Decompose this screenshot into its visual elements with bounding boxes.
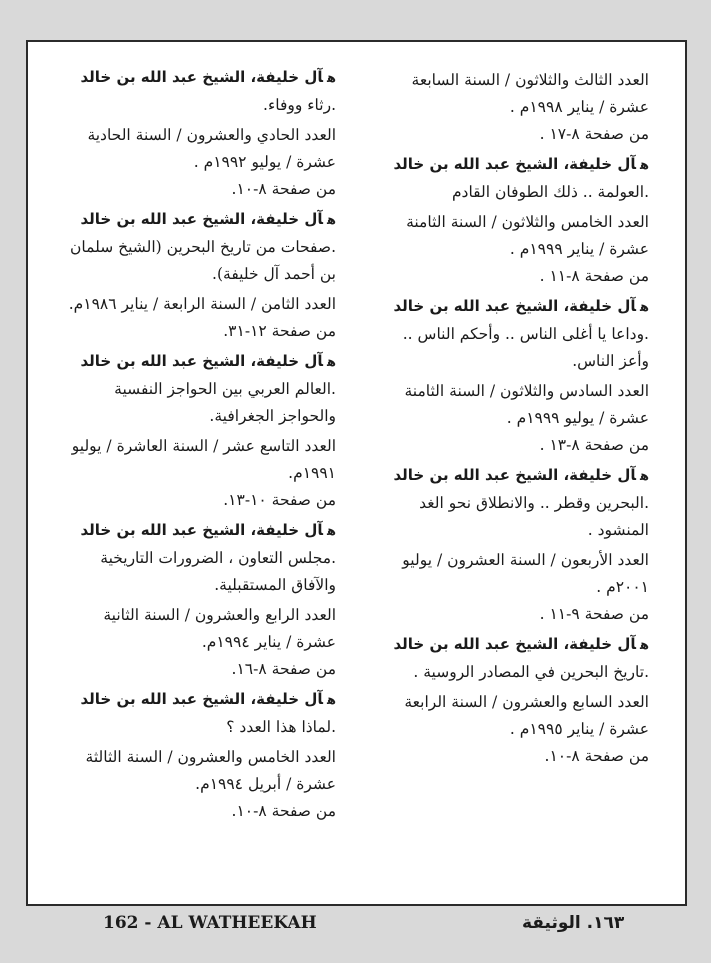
bullet-icon: ه [639,469,649,484]
page-range: من صفحة ١٠-١٣. [223,491,336,509]
list-item [385,631,649,770]
bullet-icon: ه [639,638,649,653]
issue-info: العدد الرابع والعشرون / السنة الثانية عشرة / يناير ١٩٩٤م. [103,606,336,651]
issue-info: العدد الخامس والثلاثون / السنة الثامنة عشرة / يناير ١٩٩٩م . [406,213,649,258]
article-title: .مجلس التعاون ، الضرورات التاريخية والآفاق المستقبلية. [100,549,336,594]
list-item [385,67,649,148]
left-column [62,64,336,828]
issue-info: العدد السادس والثلاثون / السنة الثامنة عشرة / يوليو ١٩٩٩م . [404,382,649,427]
author-name [62,206,336,234]
footer-page-number-left: 162 - AL WATHEEKAH [103,913,317,933]
author-label: آل خليفة، الشيخ عبد الله بن خالد [80,690,323,708]
issue-info: العدد الثامن / السنة الرابعة / يناير ١٩٨٦م. [68,295,336,313]
bullet-icon: ه [639,158,649,173]
bullet-icon: ه [639,300,649,315]
article-title: .صفحات من تاريخ البحرين (الشيخ سلمان بن أحمد آل خليفة). [70,238,336,283]
page-range: من صفحة ٨-١١ . [539,267,649,285]
author-label: آل خليفة، الشيخ عبد الله بن خالد [393,466,636,484]
author-label: آل خليفة، الشيخ عبد الله بن خالد [80,68,323,86]
article-title: .تاريخ البحرين في المصادر الروسية . [413,663,649,681]
bullet-icon: ه [326,355,336,370]
author-label: آل خليفة، الشيخ عبد الله بن خالد [80,210,323,228]
page-range: من صفحة ٨-١٠. [231,802,336,820]
page-range: من صفحة ٨-١٠. [544,747,649,765]
bullet-icon: ه [326,213,336,228]
author-name [385,462,649,490]
footer-page-number-right: ١٦٣. الوثيقة [522,913,625,933]
page-range: من صفحة ٨-١٦. [231,660,336,678]
author-name [385,151,649,179]
author-name [385,631,649,659]
list-item [62,206,336,345]
issue-info: العدد التاسع عشر / السنة العاشرة / يوليو ١٩٩١م. [71,437,336,482]
list-item [385,462,649,628]
page-range: من صفحة ٨-١٣ . [539,436,649,454]
issue-info: العدد السابع والعشرون / السنة الرابعة عشرة / يناير ١٩٩٥م . [404,693,649,738]
article-title: .العالم العربي بين الحواجز النفسية والحواجز الجغرافية. [114,380,336,425]
article-title: .العولمة .. ذلك الطوفان القادم [451,183,649,201]
right-column [385,64,649,773]
list-item [385,151,649,290]
author-label: آل خليفة، الشيخ عبد الله بن خالد [393,155,636,173]
author-name [62,348,336,376]
list-item [62,517,336,683]
list-item [62,64,336,203]
article-title: .رثاء ووفاء. [263,96,336,114]
issue-info: العدد الحادي والعشرون / السنة الحادية عشرة / يوليو ١٩٩٢م . [87,126,336,171]
article-title: .البحرين وقطر .. والانطلاق نحو الغد المنشود . [419,494,649,539]
author-label: آل خليفة، الشيخ عبد الله بن خالد [80,352,323,370]
author-name [62,686,336,714]
issue-info: العدد الثالث والثلاثون / السنة السابعة عشرة / يناير ١٩٩٨م . [411,71,649,116]
list-item [385,293,649,459]
author-name [62,517,336,545]
author-name [385,293,649,321]
page-frame [26,40,687,906]
issue-info: العدد الأربعون / السنة العشرون / يوليو ٢٠٠١م . [402,551,649,596]
page-range: من صفحة ٨-١٧ . [539,125,649,143]
list-item [62,348,336,514]
bullet-icon: ه [326,693,336,708]
page-range: من صفحة ٨-١٠. [231,180,336,198]
author-label: آل خليفة، الشيخ عبد الله بن خالد [393,297,636,315]
author-label: آل خليفة، الشيخ عبد الله بن خالد [393,635,636,653]
page-range: من صفحة ٩-١١ . [539,605,649,623]
page-range: من صفحة ١٢-٣١. [223,322,336,340]
article-title: .لماذا هذا العدد ؟ [226,718,336,736]
article-title: .وداعا يا أغلى الناس .. وأحكم الناس .. وأعز الناس. [402,325,649,370]
issue-info: العدد الخامس والعشرون / السنة الثالثة عشرة / أبريل ١٩٩٤م. [85,748,336,793]
bullet-icon: ه [326,524,336,539]
author-label: آل خليفة، الشيخ عبد الله بن خالد [80,521,323,539]
list-item [62,686,336,825]
author-name [62,64,336,92]
bullet-icon: ه [326,71,336,86]
